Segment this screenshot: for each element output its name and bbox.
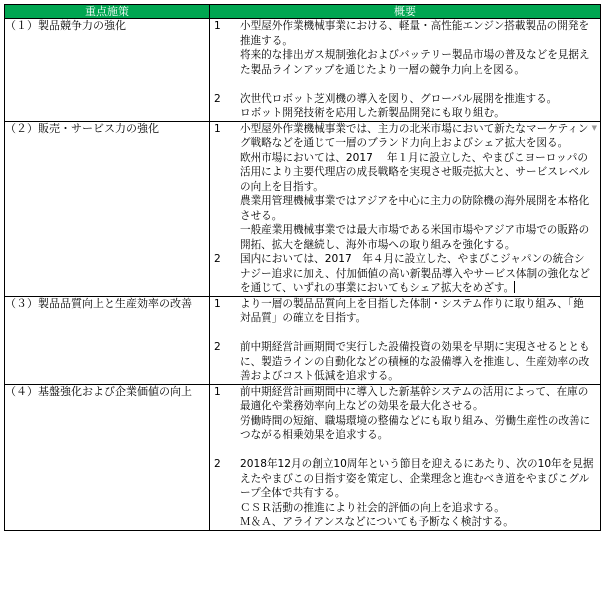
item-text: 欧州市場においては、2017 年１月に設立した、やまびこヨーロッパの活用により主要代理店の成長戦略を実現させ販売拡大と、サービスレベルの向上を目指す。 bbox=[240, 151, 590, 193]
measure-label: （２）販売・サービス力の強化 bbox=[5, 121, 159, 135]
item-text: 一般産業用機械事業では最大市場である米国市場やアジア市場での販路の開拓、拡大を継続し、海外市場への取り組みを強化する。 bbox=[240, 224, 590, 251]
item-number: 2 bbox=[214, 253, 221, 265]
item-text: 小型屋外作業機械事業における、軽量・高性能エンジン搭載製品の開発を推進する。 bbox=[240, 20, 590, 47]
item-text: ロボット開発技術を応用した新製品開発にも取り組む。 bbox=[240, 107, 505, 119]
measure-cell bbox=[5, 296, 210, 384]
text-cursor bbox=[514, 281, 515, 293]
overview-cell bbox=[210, 384, 601, 530]
item-text: 前中期経営計画期間中に導入した新基幹システムの活用によって、在庫の最適化や業務効率向上などの効果を最大化させる。 bbox=[240, 385, 589, 412]
table-row bbox=[5, 296, 601, 384]
overview-cell[interactable] bbox=[210, 121, 601, 296]
item-number: 1 bbox=[214, 385, 221, 398]
measure-label: （４）基盤強化および企業価値の向上 bbox=[5, 384, 192, 398]
item-number: 2 bbox=[214, 341, 221, 353]
list-item bbox=[210, 252, 600, 296]
item-text: 農業用管理機械事業ではアジアを中心に主力の防除機の海外展開を本格化させる。 bbox=[240, 195, 590, 222]
item-text: 小型屋外作業機械事業では、主力の北米市場において新たなマーケティング戦略などを通じて一層のブランド力向上およびシェア拡大を図る。 bbox=[240, 122, 589, 149]
item-text: 2018年12月の創立10周年という節目を迎えるにあたり、次の10年を見据えたやまびこの目指す姿を策定し、企業理念と進むべき道をやまびこグループ全体で共有する。 bbox=[240, 458, 594, 499]
item-text: 将来的な排出ガス規制強化およびバッテリー製品市場の普及などを見据えた製品ラインアップを通じたより一層の競争力向上を図る。 bbox=[240, 49, 590, 76]
header-measure: 重点施策 bbox=[5, 5, 210, 19]
item-text: 前中期経営計画期間で実行した設備投資の効果を早期に実現させるとともに、製造ラインの自動化などの積極的な設備導入を推進し、生産効率の改善およびコスト低減を追求する。 bbox=[240, 341, 590, 382]
item-text: 次世代ロボット芝刈機の導入を図り、グローバル展開を推進する。 bbox=[240, 92, 558, 105]
item-number: 1 bbox=[214, 20, 221, 32]
item-text: 労働時間の短縮、職場環境の整備などにも取り組み、労働生産性の改善につながる相乗効果を追求する。 bbox=[240, 414, 591, 441]
measure-cell bbox=[5, 19, 210, 122]
list-item bbox=[210, 122, 600, 253]
table-row bbox=[5, 384, 601, 530]
list-item bbox=[210, 297, 600, 326]
table-row bbox=[5, 121, 601, 296]
header-overview: 概要 bbox=[210, 5, 601, 19]
item-text: 国内においては、2017 年４月に設立した、やまびこジャパンの統合シナジー追求に加え、付加価値の高い新製品導入やサービス体制の強化などを通じて、いずれの事業においてもシェア拡大をめざす。 bbox=[240, 253, 591, 294]
table-row bbox=[5, 19, 601, 122]
measure-cell bbox=[5, 384, 210, 530]
item-number: 1 bbox=[214, 297, 221, 310]
measure-label: （１）製品競争力の強化 bbox=[5, 19, 126, 32]
measures-table bbox=[4, 4, 601, 531]
item-number: 2 bbox=[214, 458, 221, 470]
list-item bbox=[210, 340, 600, 384]
list-item bbox=[210, 385, 600, 443]
list-item bbox=[210, 457, 600, 530]
measure-cell bbox=[5, 121, 210, 296]
header-row bbox=[5, 5, 601, 19]
list-item bbox=[210, 92, 600, 121]
measure-label: （３）製品品質向上と生産効率の改善 bbox=[5, 296, 192, 310]
item-text: Ｍ＆Ａ、アライアンスなどについても予断なく検討する。 bbox=[240, 516, 514, 528]
overview-cell bbox=[210, 19, 601, 122]
item-text: ＣＳＲ活動の推進により社会的評価の向上を追求する。 bbox=[240, 501, 505, 514]
item-text: より一層の製品品質向上を目指した体制・システム作りに取り組み、「絶対品質」の確立を目指す。 bbox=[240, 297, 584, 324]
dropdown-arrow-icon[interactable]: ▼ bbox=[591, 123, 597, 132]
item-number: 1 bbox=[214, 122, 221, 135]
item-number: 2 bbox=[214, 92, 221, 105]
overview-cell bbox=[210, 296, 601, 384]
list-item bbox=[210, 19, 600, 77]
